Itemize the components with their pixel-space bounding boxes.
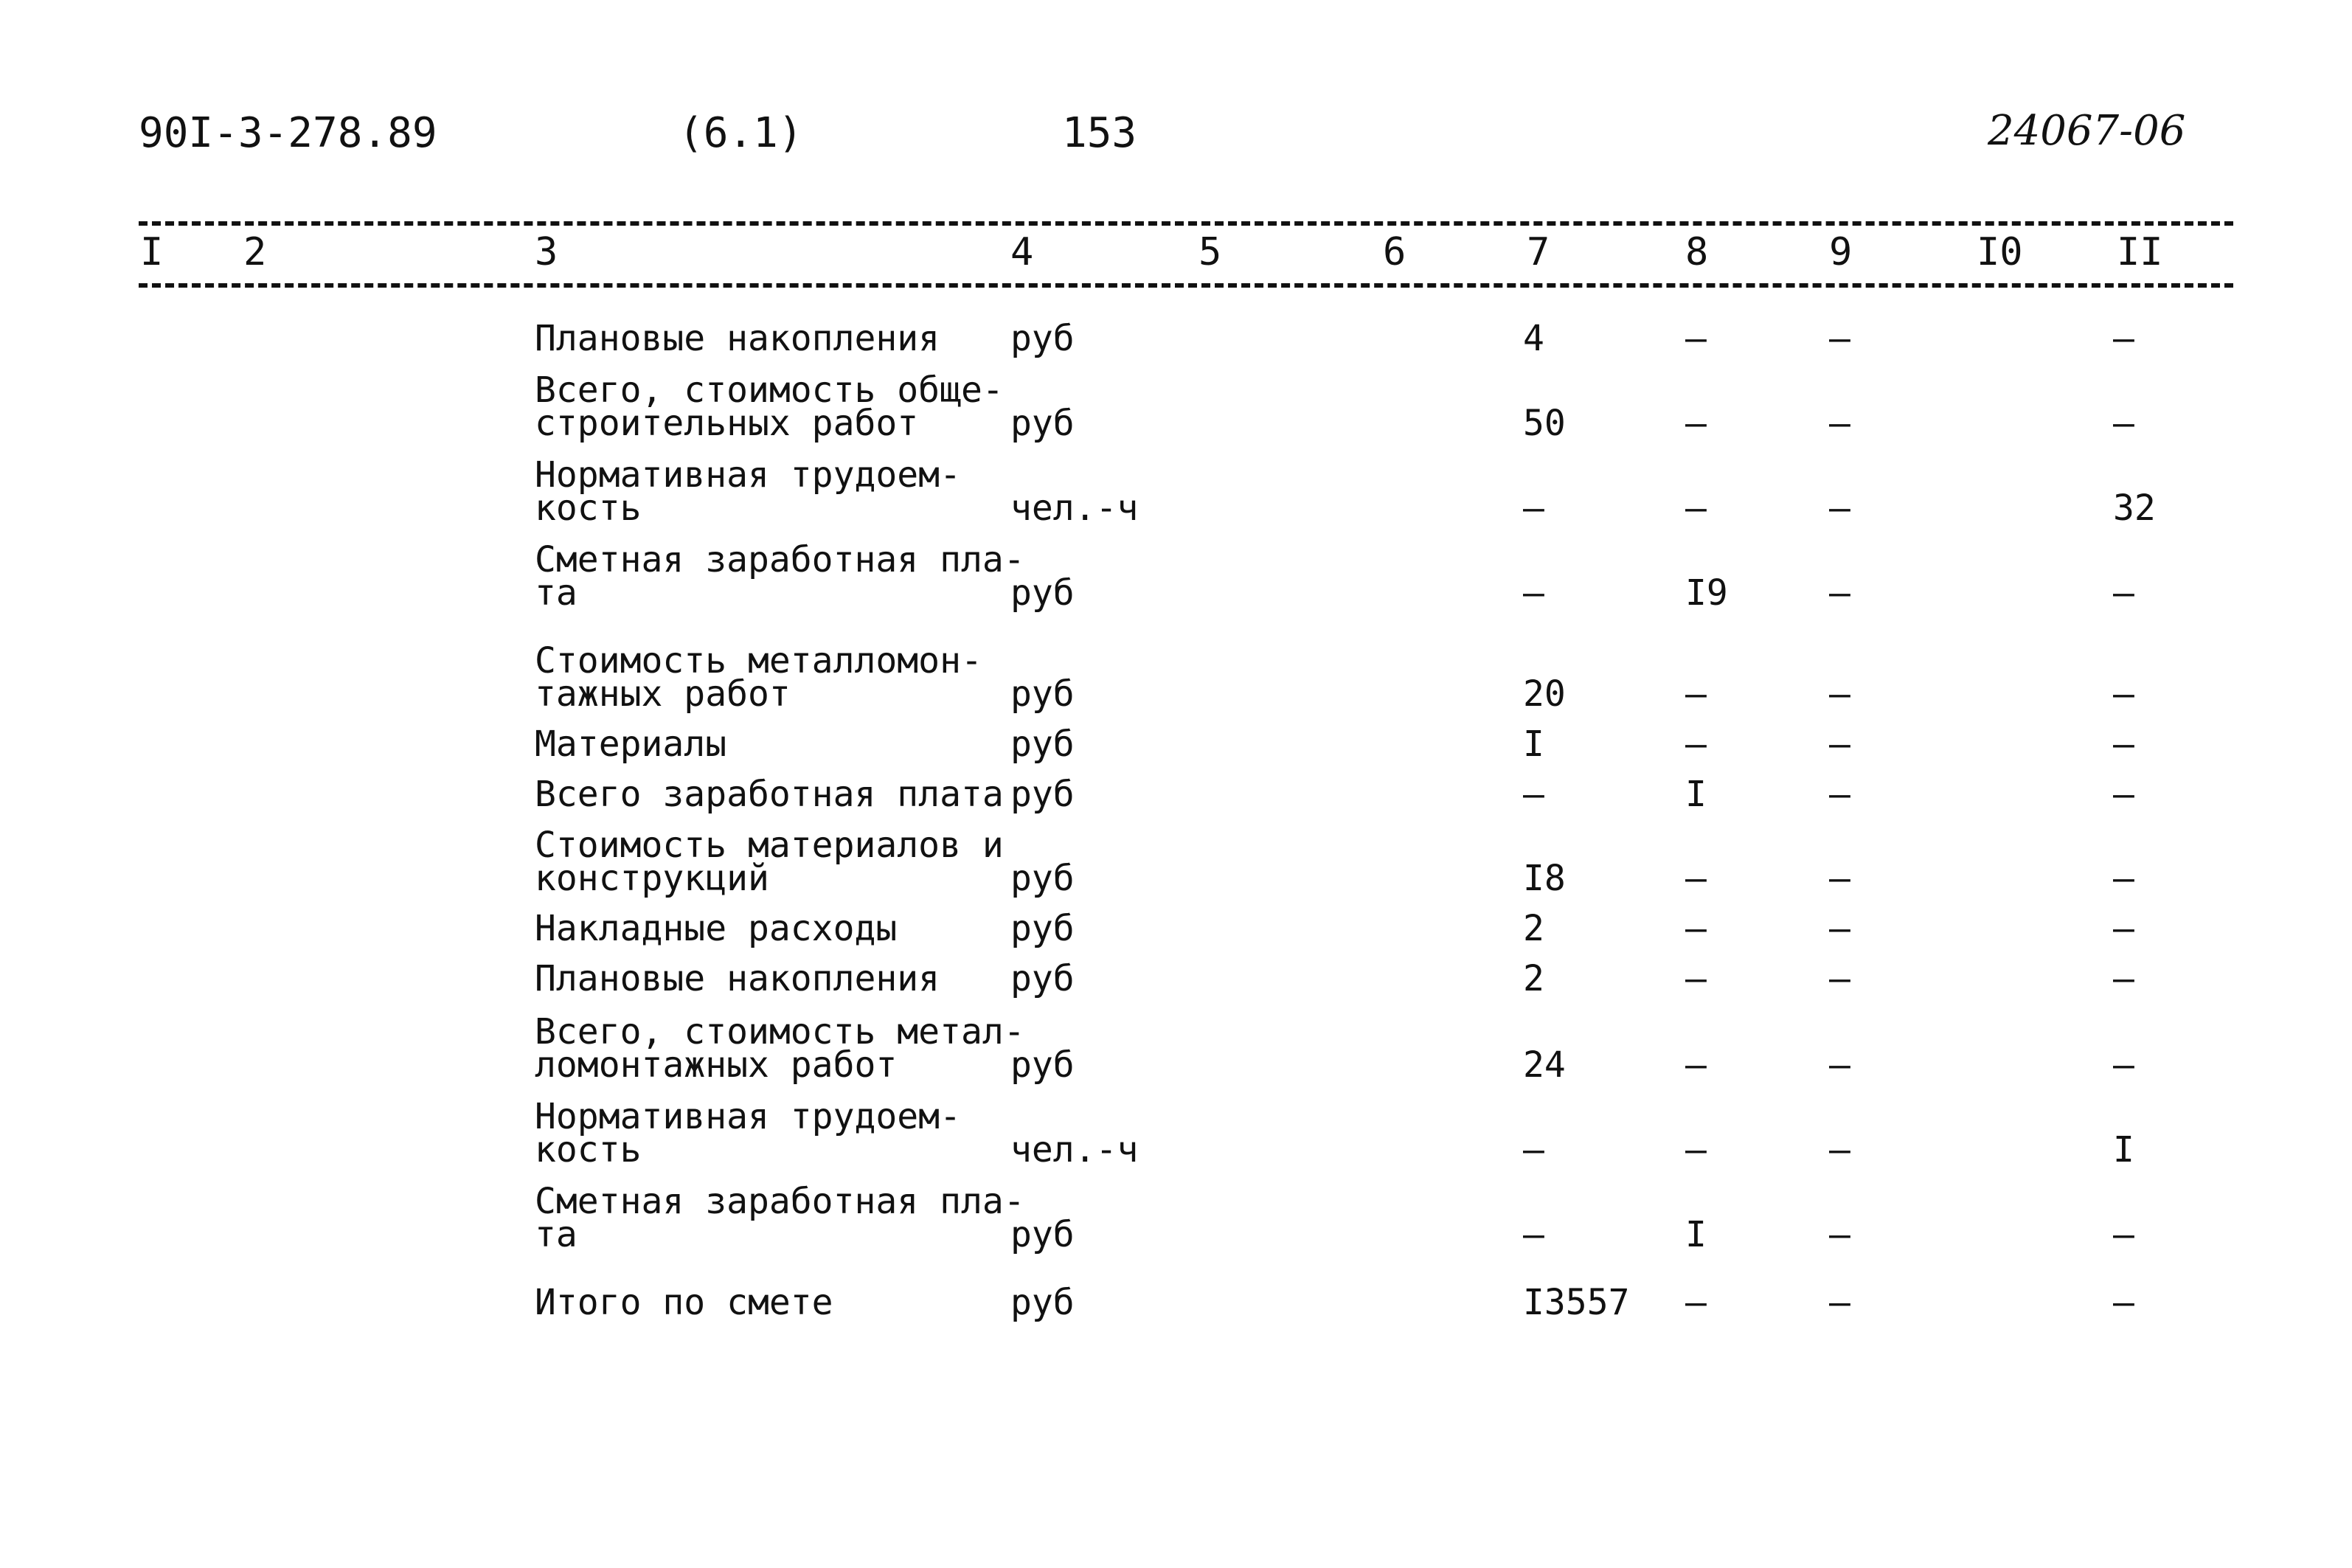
row-2-col-8: – — [1685, 488, 1707, 529]
row-1-unit: руб — [1010, 403, 1075, 444]
row-5-name-line-1: Материалы — [535, 724, 727, 765]
row-2-col-9: – — [1829, 488, 1850, 529]
row-10-col-7: 24 — [1523, 1044, 1566, 1086]
row-6-name-line-1: Всего заработная плата — [535, 774, 1004, 815]
row-4-col-7: 20 — [1523, 673, 1566, 715]
row-6-col-7: – — [1523, 774, 1544, 815]
row-10-col-9: – — [1829, 1044, 1850, 1086]
row-4-col-11: – — [2113, 673, 2134, 715]
row-8-unit: руб — [1010, 908, 1075, 949]
row-1-col-7: 50 — [1523, 403, 1566, 444]
row-4-name-line-2: тажных работ — [535, 673, 791, 715]
row-13-unit: руб — [1010, 1282, 1075, 1323]
section-number: (6.1) — [679, 109, 803, 157]
row-3-name-line-1: Сметная заработная пла- — [535, 539, 1025, 580]
row-1-col-9: – — [1829, 403, 1850, 444]
row-5-col-11: – — [2113, 724, 2134, 765]
row-13-col-8: – — [1685, 1282, 1707, 1323]
row-13-name-line-1: Итого по смете — [535, 1282, 833, 1323]
row-0-unit: руб — [1010, 318, 1075, 359]
row-12-col-11: – — [2113, 1214, 2134, 1255]
row-4-name-line-1: Стоимость металломон- — [535, 640, 982, 681]
row-8-name-line-1: Накладные расходы — [535, 908, 898, 949]
row-6-col-11: – — [2113, 774, 2134, 815]
row-4-col-9: – — [1829, 673, 1850, 715]
row-1-name-line-2: строительных работ — [535, 403, 919, 444]
column-number-1: I — [140, 230, 164, 274]
row-5-col-8: – — [1685, 724, 1707, 765]
row-6-col-9: – — [1829, 774, 1850, 815]
row-11-col-9: – — [1829, 1129, 1850, 1170]
row-6-col-8: I — [1685, 774, 1707, 815]
row-2-name-line-1: Нормативная трудоем- — [535, 454, 961, 496]
row-2-name-line-2: кость — [535, 488, 642, 529]
row-7-col-7: I8 — [1523, 858, 1566, 899]
row-9-col-7: 2 — [1523, 958, 1544, 999]
row-3-col-9: – — [1829, 572, 1850, 614]
row-9-col-11: – — [2113, 958, 2134, 999]
row-3-name-line-2: та — [535, 572, 577, 614]
row-5-unit: руб — [1010, 724, 1075, 765]
row-11-col-11: I — [2113, 1129, 2134, 1170]
row-9-name-line-1: Плановые накопления — [535, 958, 940, 999]
row-1-col-11: – — [2113, 403, 2134, 444]
row-9-col-8: – — [1685, 958, 1707, 999]
row-0-name-line-1: Плановые накопления — [535, 318, 940, 359]
row-6-unit: руб — [1010, 774, 1075, 815]
row-2-col-11: 32 — [2113, 488, 2156, 529]
column-number-10: I0 — [1977, 230, 2023, 274]
row-9-unit: руб — [1010, 958, 1075, 999]
row-1-col-8: – — [1685, 403, 1707, 444]
row-7-col-8: – — [1685, 858, 1707, 899]
row-10-col-8: – — [1685, 1044, 1707, 1086]
column-number-8: 8 — [1685, 230, 1709, 274]
row-7-col-9: – — [1829, 858, 1850, 899]
row-0-col-8: – — [1685, 318, 1707, 359]
row-4-unit: руб — [1010, 673, 1075, 715]
row-2-col-7: – — [1523, 488, 1544, 529]
row-11-col-8: – — [1685, 1129, 1707, 1170]
row-12-name-line-2: та — [535, 1214, 577, 1255]
row-7-unit: руб — [1010, 858, 1075, 899]
row-7-name-line-2: конструкций — [535, 858, 769, 899]
column-number-2: 2 — [243, 230, 267, 274]
row-8-col-9: – — [1829, 908, 1850, 949]
row-5-col-7: I — [1523, 724, 1544, 765]
row-0-col-7: 4 — [1523, 318, 1544, 359]
table-header-dashed-rule — [139, 283, 2233, 288]
row-12-unit: руб — [1010, 1214, 1075, 1255]
row-3-unit: руб — [1010, 572, 1075, 614]
row-13-col-11: – — [2113, 1282, 2134, 1323]
row-12-col-7: – — [1523, 1214, 1544, 1255]
row-3-col-8: I9 — [1685, 572, 1728, 614]
row-13-col-7: I3557 — [1523, 1282, 1630, 1323]
page-number: 153 — [1062, 109, 1137, 157]
row-4-col-8: – — [1685, 673, 1707, 715]
row-3-col-7: – — [1523, 572, 1544, 614]
row-0-col-11: – — [2113, 318, 2134, 359]
row-12-name-line-1: Сметная заработная пла- — [535, 1181, 1025, 1222]
row-9-col-9: – — [1829, 958, 1850, 999]
column-number-5: 5 — [1198, 230, 1222, 274]
row-12-col-8: I — [1685, 1214, 1707, 1255]
column-number-11: II — [2117, 230, 2163, 274]
row-12-col-9: – — [1829, 1214, 1850, 1255]
row-11-unit: чел.-ч — [1010, 1129, 1139, 1170]
row-7-col-11: – — [2113, 858, 2134, 899]
row-0-col-9: – — [1829, 318, 1850, 359]
row-10-unit: руб — [1010, 1044, 1075, 1086]
column-number-6: 6 — [1383, 230, 1406, 274]
row-3-col-11: – — [2113, 572, 2134, 614]
column-number-3: 3 — [535, 230, 558, 274]
row-8-col-7: 2 — [1523, 908, 1544, 949]
row-11-name-line-1: Нормативная трудоем- — [535, 1096, 961, 1137]
handwritten-reference: 24067-06 — [1988, 107, 2186, 155]
column-number-7: 7 — [1527, 230, 1550, 274]
row-10-col-11: – — [2113, 1044, 2134, 1086]
row-2-unit: чел.-ч — [1010, 488, 1139, 529]
row-13-col-9: – — [1829, 1282, 1850, 1323]
row-10-name-line-1: Всего, стоимость метал- — [535, 1011, 1025, 1052]
column-number-4: 4 — [1010, 230, 1034, 274]
row-8-col-8: – — [1685, 908, 1707, 949]
row-11-name-line-2: кость — [535, 1129, 642, 1170]
row-1-name-line-1: Всего, стоимость обще- — [535, 370, 1004, 411]
document-code: 90I-3-278.89 — [139, 109, 437, 157]
column-number-9: 9 — [1829, 230, 1853, 274]
row-10-name-line-2: ломонтажных работ — [535, 1044, 898, 1086]
row-11-col-7: – — [1523, 1129, 1544, 1170]
table-top-dashed-rule — [139, 221, 2233, 226]
row-8-col-11: – — [2113, 908, 2134, 949]
row-7-name-line-1: Стоимость материалов и — [535, 825, 1004, 866]
row-5-col-9: – — [1829, 724, 1850, 765]
